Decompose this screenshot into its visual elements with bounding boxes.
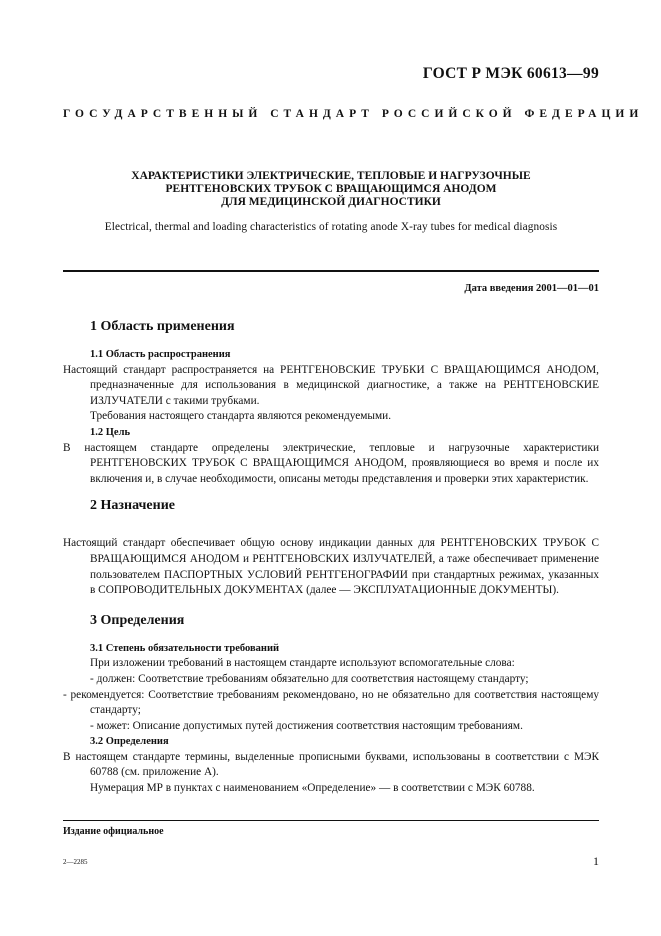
title-ru-line-1: ХАРАКТЕРИСТИКИ ЭЛЕКТРИЧЕСКИЕ, ТЕПЛОВЫЕ И НАГРУЗОЧНЫЕ: [131, 170, 531, 182]
gost-code: ГОСТ Р МЭК 60613—99: [422, 65, 599, 82]
footer-divider: [63, 820, 599, 821]
document-body: [63, 318, 599, 797]
section-3-1-list-item-3: - может: Описание допустимых путей достижения соответствия настоящим требованиям.: [90, 719, 523, 732]
section-3-1-list-item-2: - рекомендуется: Соответствие требованиям рекомендовано, но не обязательно для соответствия настоящему стандарту;: [63, 688, 599, 717]
section-1-2-heading: 1.2 Цель: [90, 426, 131, 438]
section-3-2-heading: 3.2 Определения: [90, 736, 169, 748]
section-1-1-paragraph-1: Настоящий стандарт распространяется на РЕНТГЕНОВСКИЕ ТРУБКИ С ВРАЩАЮЩИМСЯ АНОДОМ, предназначенные для использования в медицинской диагностике, а также на РЕНТГЕНОВСКИЕ ИЗЛУЧАТЕЛИ с такими трубками.: [63, 363, 599, 407]
section-3-2-paragraph-2: Нумерация МР в пунктах с наименованием «Определение» — в соответствии с МЭК 60788.: [90, 782, 535, 795]
section-3-1-heading: 3.1 Степень обязательности требований: [90, 642, 280, 654]
header-divider: [63, 270, 599, 272]
section-2-heading: 2 Назначение: [90, 498, 175, 514]
spacer: [90, 487, 599, 497]
spacer: [90, 599, 599, 612]
section-1-1-heading: 1.1 Область распространения: [90, 349, 231, 360]
section-1-1-paragraph-2: Требования настоящего стандарта являются рекомендуемыми.: [90, 410, 392, 423]
document-title-en: Electrical, thermal and loading characteristics of rotating anode X-ray tubes for medical diagnosis: [104, 221, 558, 233]
document-title-ru: [63, 170, 599, 209]
print-code: 2—2285: [63, 858, 88, 866]
section-3-1-list-item-1: - должен: Соответствие требованиям обязательно для соответствия настоящему стандарту;: [90, 672, 529, 685]
section-2-paragraph-1: Настоящий стандарт обеспечивает общую основу индикации данных для РЕНТГЕНОВСКИХ ТРУБОК С ВРАЩАЮЩИМСЯ АНОДОМ и РЕНТГЕНОВСКИХ ИЗЛУЧАТЕЛЕЙ, а таже обеспечивает применение пользователем ПАСПОРТНЫХ УСЛОВИЙ РЕНТГЕНОГРАФИИ при стандартных режимах, указанных в СОПРОВОДИТЕЛЬНЫХ ДОКУМЕНТАХ (далее — ЭКСПЛУАТАЦИОННЫЕ ДОКУМЕНТЫ).: [63, 537, 599, 597]
spacer: [90, 526, 599, 536]
section-1-heading: 1 Область применения: [90, 319, 235, 334]
page-number: 1: [593, 854, 599, 868]
introduction-date: Дата введения 2001—01—01: [464, 283, 599, 294]
section-3-heading: 3 Определения: [90, 612, 185, 628]
section-3-2-paragraph-1: В настоящем стандарте термины, выделенные прописными буквами, использованы в соответствии с МЭК 60788 (см. приложение А).: [63, 750, 599, 779]
section-1-2-paragraph-1: В настоящем стандарте определены электрические, тепловые и нагрузочные характеристики РЕНТГЕНОВСКИХ ТРУБОК С ВРАЩАЮЩИМСЯ АНОДОМ, проявляющиеся во время и после их включения и, в случае необходимости, описаны методы представления и проверки этих характеристик.: [63, 441, 599, 485]
edition-label: Издание официальное: [63, 826, 164, 837]
title-ru-line-2: РЕНТГЕНОВСКИХ ТРУБОК С ВРАЩАЮЩИМСЯ АНОДОМ: [165, 183, 497, 195]
title-ru-line-3: ДЛЯ МЕДИЦИНСКОЙ ДИАГНОСТИКИ: [221, 196, 441, 208]
state-standard-banner: ГОСУДАРСТВЕННЫЙ СТАНДАРТ РОССИЙСКОЙ ФЕДЕРАЦИИ: [63, 108, 644, 120]
section-3-1-paragraph-1: При изложении требований в настоящем стандарте используют вспомогательные слова:: [90, 657, 515, 670]
